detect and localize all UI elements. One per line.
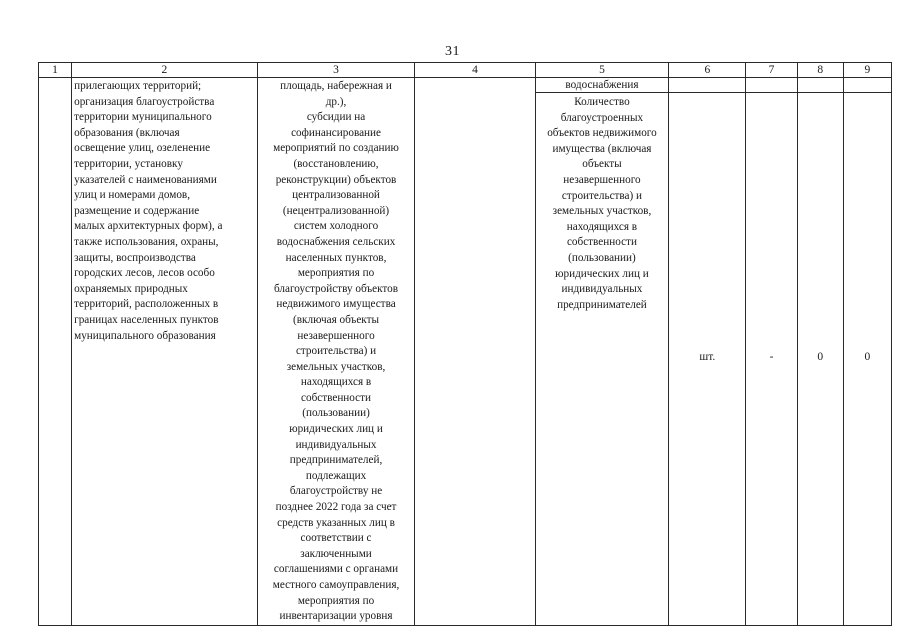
cell-col4 [415,78,535,626]
header-cell-5: 5 [535,63,668,78]
header-row [39,63,892,78]
cell-col8 [797,78,843,626]
page-number: 31 [445,44,460,59]
cell-measures [257,78,415,626]
header-cell-4: 4 [415,63,535,78]
header-cell-9: 9 [843,63,891,78]
measures-text: площадь, набережная и др.), субсидии на софинансирование мероприятий по созданию (восстановлению, реконструкции) объектов централизованной (нецентрализованной) систем холодного водоснабжения сельских населенных пунктов, мероприятия по благоустройству объектов недвижимого имущества (включая объекты незавершенного строительства) и земельных участков, находящихся в собственности (пользовании) юридических лиц и индивидуальных предпринимателей, подлежащих благоустройству не позднее 2022 года за счет средств указанных лиц в соответствии с заключенными соглашениями с органами местного самоуправления, мероприятия по инвентаризации уровня [272,80,400,623]
header-cell-7: 7 [746,63,797,78]
header-cell-3: 3 [257,63,415,78]
col9-value: 0 [864,351,871,363]
cell-objective [72,78,258,626]
header-cell-6: 6 [669,63,746,78]
col8-value: 0 [817,351,824,363]
indicator-prev-text: водоснабжения [536,78,668,93]
indicator-text: Количество благоустроенных объектов недвижимого имущества (включая объекты незавершенного строительства) и земельных участков, находящихся в собственности (пользовании) юридических лиц и индивидуальных предпринимателей [547,96,657,311]
cell-unit [669,78,746,626]
objective-text: прилегающих территорий; организация благоустройства территории муниципального образования (включая освещение улиц, озеленение территории, установку указателей с наименованиями улиц и номерами домов, размещение и содержание малых архитектурных форм), а также использования, охраны, защиты, воспроизводства городских лесов, лесов особо охраняемых природных территорий, расположенных в границах населенных пунктов муниципального образования [74,80,223,342]
cell-indicator [535,78,668,626]
header-cell-8: 8 [797,63,843,78]
table-row [39,78,892,626]
col7-value: - [769,351,774,363]
cell-col9 [843,78,891,626]
indicators-table [38,62,892,626]
cell-col7 [746,78,797,626]
cell-number [39,78,72,626]
unit-value: шт. [699,351,716,363]
header-cell-1: 1 [39,63,72,78]
header-cell-2: 2 [72,63,258,78]
